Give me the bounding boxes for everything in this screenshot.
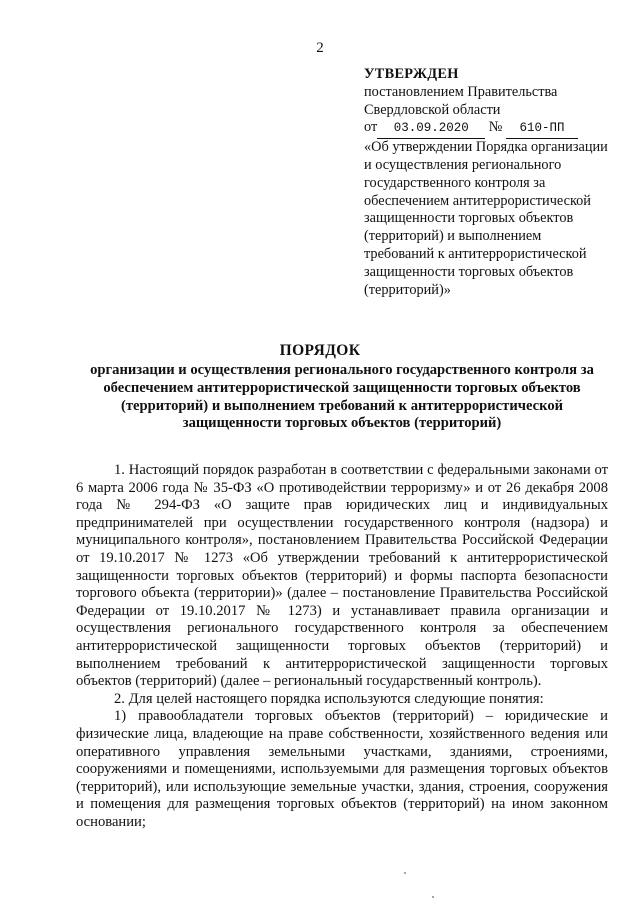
scan-speck bbox=[432, 896, 434, 898]
approval-block bbox=[364, 66, 614, 299]
approval-date: 03.09.2020 bbox=[377, 120, 485, 139]
order-subtitle: организации и осуществления регионального государственного контроля за обеспечением антитеррористической защищенности торговых объектов (территорий) и выполнением требований к антитеррористической защищенности торговых объектов (территорий) bbox=[90, 362, 594, 432]
approval-line-1: постановлением Правительства bbox=[364, 83, 558, 100]
paragraph-1: 1. Настоящий порядок разработан в соответствии с федеральными законами от 6 марта 2006 года № 35-ФЗ «О противодействии терроризму» и от 26 декабря 2008 года № 294-ФЗ «О защите прав юридических лиц и индивидуальных предпринимателей при осуществлении государственного контроля (надзора) и муниципального контроля», постановлением Правительства Российской Федерации от 19.10.2017 № 1273 «Об утверждении требований к антитеррористической защищенности торговых объектов (территорий) и формы паспорта безопасности торгового объекта (территории)» (далее – постановление Правительства Российской Федерации от 19.10.2017 № 1273) и устанавливает правила организации и осуществления регионального государственного контроля за обеспечением антитеррористической защищенности торговых объектов (территорий) и выполнением требований к антитеррористической защищенности торговых объектов (территорий) (далее – региональный государственный контроль). bbox=[76, 462, 608, 690]
order-title: ПОРЯДОК bbox=[279, 342, 361, 359]
date-prefix: от bbox=[364, 119, 378, 136]
approval-heading: УТВЕРЖДЕН bbox=[364, 66, 459, 82]
paragraph-3: 1) правообладатели торговых объектов (территорий) – юридические и физические лица, владеющие на праве собственности, хозяйственного ведения или оперативного управления земельными участками, зданиями, строениями, сооружениями и помещениями, используемыми для размещения торговых объектов (территорий), или использующие земельные участки, здания, строения, сооружения и помещения для размещения торговых объектов (территорий) на ином законном основании; bbox=[76, 708, 608, 830]
order-body bbox=[76, 462, 608, 831]
approval-line-2: Свердловской области bbox=[364, 101, 501, 118]
paragraph-2: 2. Для целей настоящего порядка используются следующие понятия: bbox=[114, 690, 544, 707]
approval-date-line bbox=[364, 119, 614, 139]
number-prefix: № bbox=[488, 119, 503, 136]
page-number: 2 bbox=[316, 40, 324, 56]
approval-document-title: «Об утверждении Порядка организации и осуществления регионального государственного контроля за обеспечением антитеррористической защищенности торговых объектов (территорий) и выполнением требований к антитеррористической защищенности торговых объектов (территорий)» bbox=[364, 139, 608, 298]
scan-speck bbox=[404, 872, 406, 874]
approval-number: 610-ПП bbox=[506, 120, 578, 139]
